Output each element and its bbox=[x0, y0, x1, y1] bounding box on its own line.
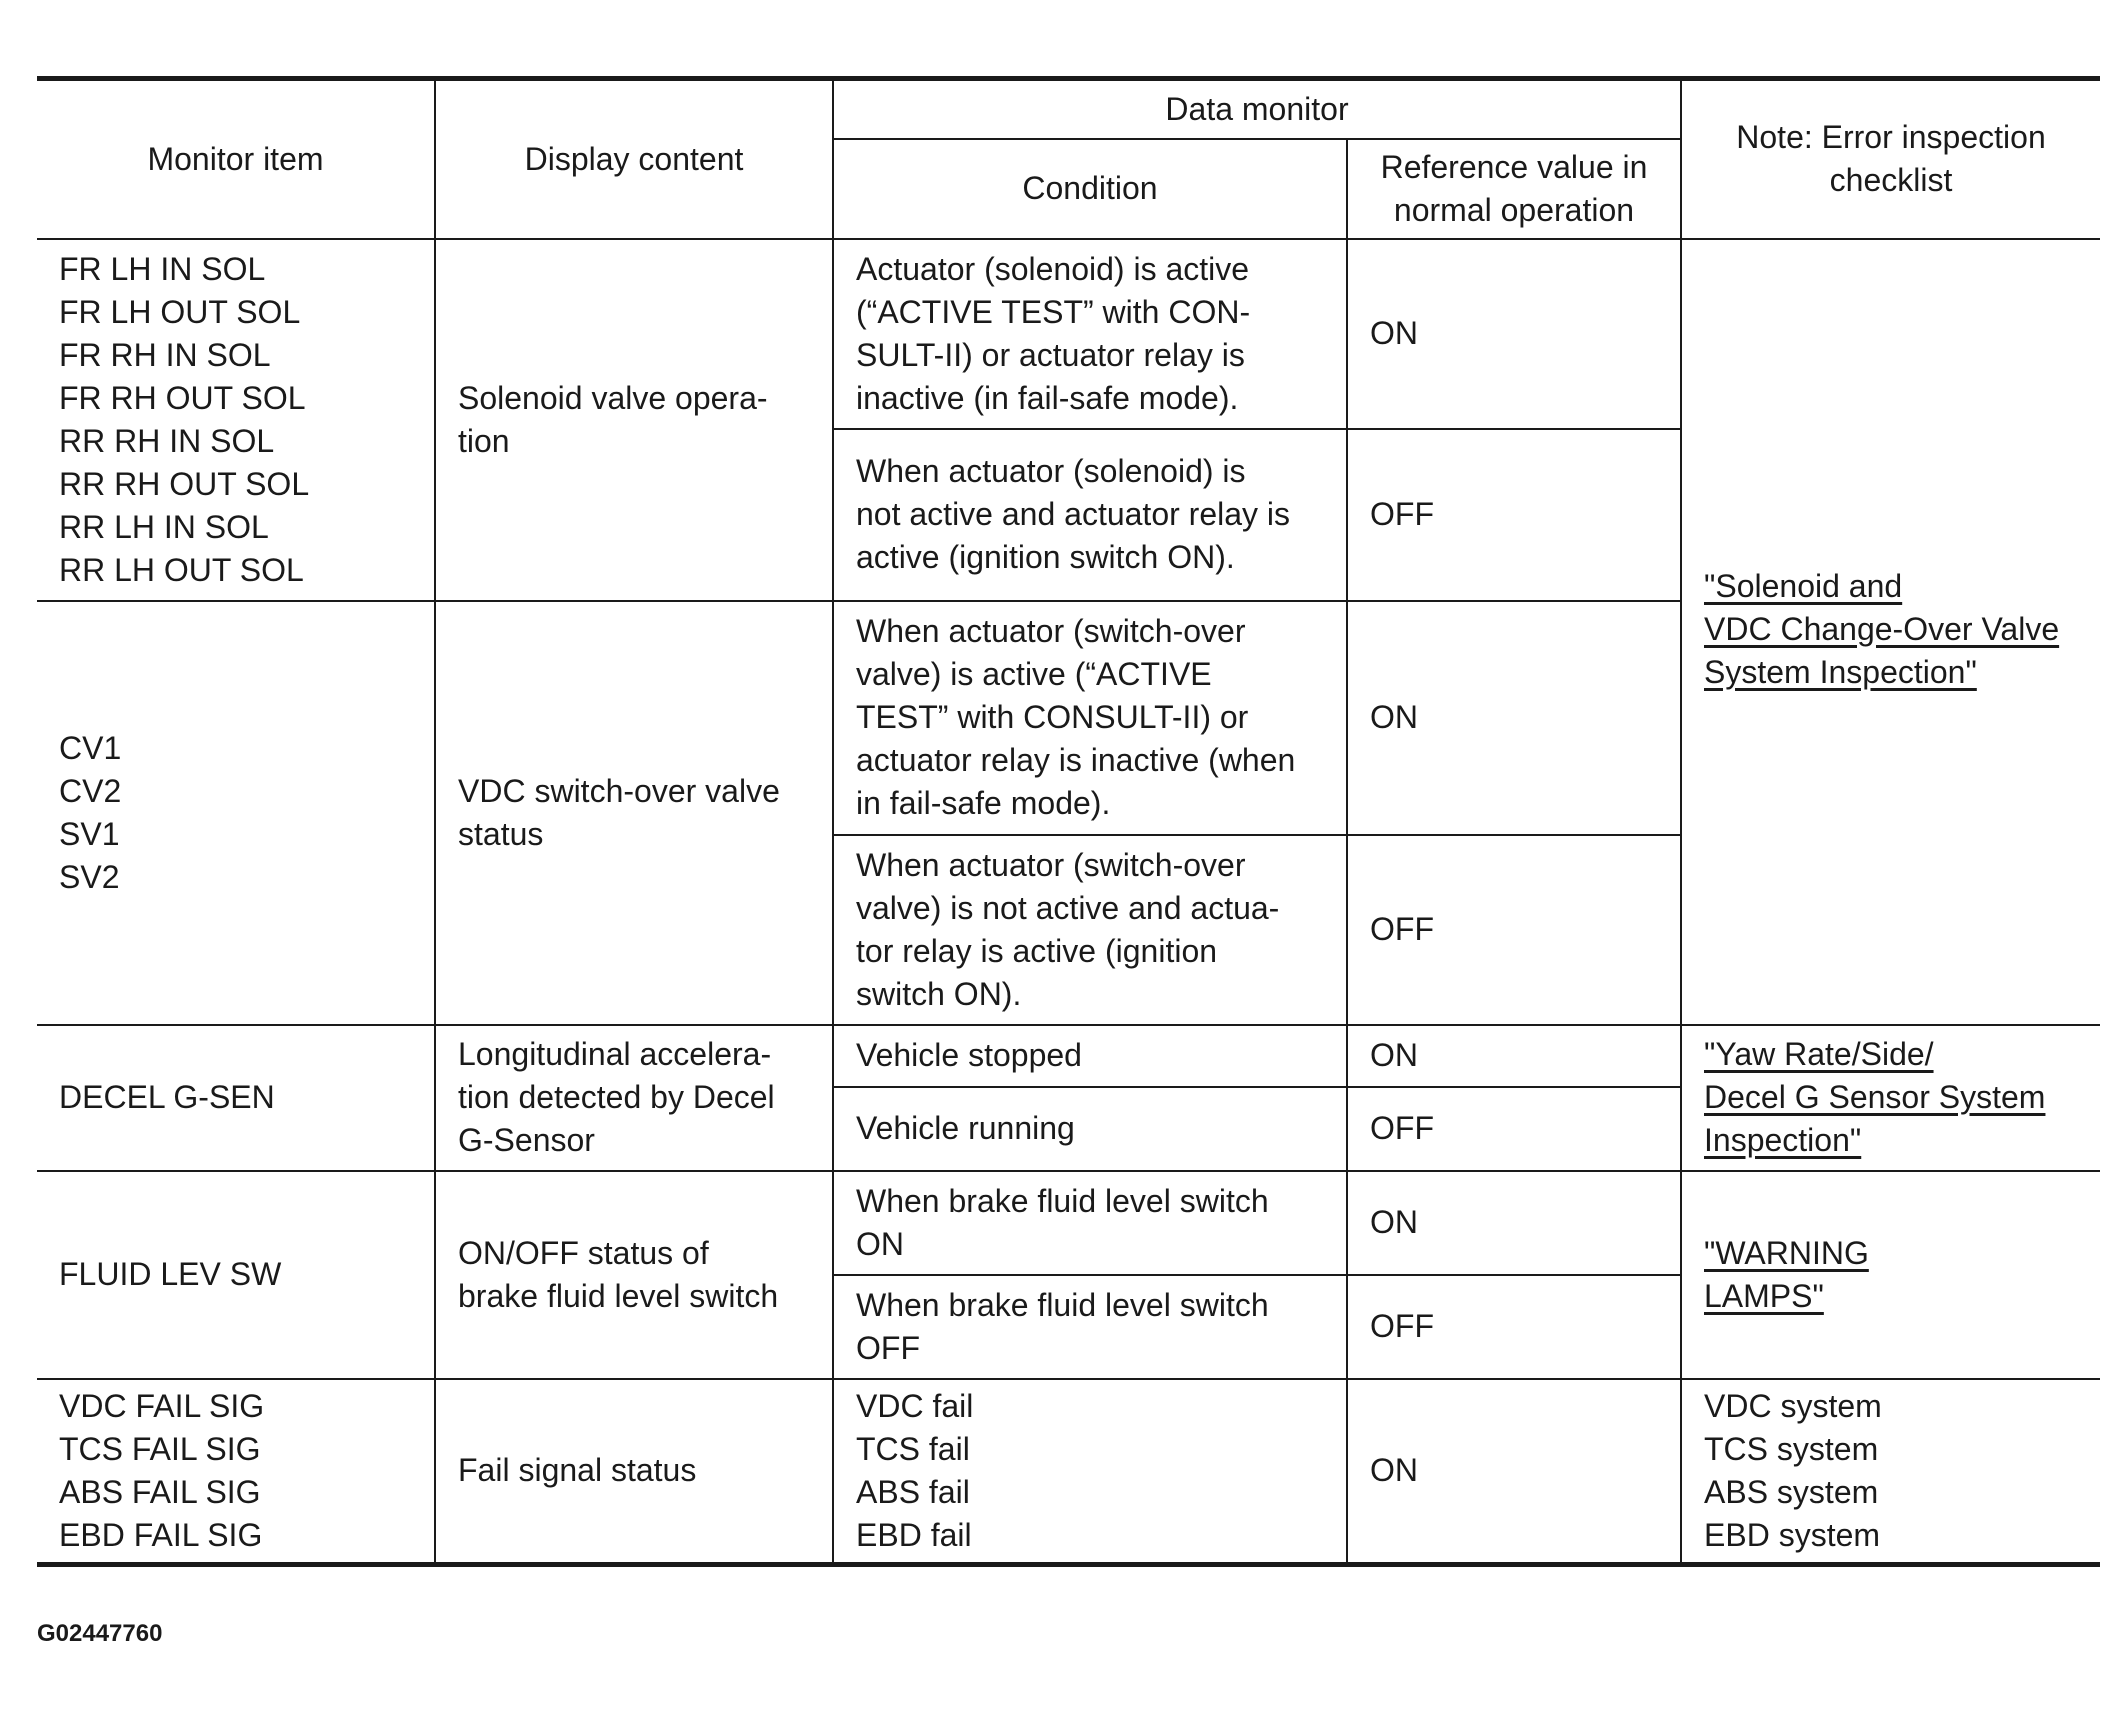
monitor-item-cell: DECEL G-SEN bbox=[37, 1025, 435, 1171]
reference-value-cell: ON bbox=[1347, 601, 1681, 835]
header-condition: Condition bbox=[833, 139, 1347, 239]
condition-cell: When brake fluid level switch ON bbox=[833, 1171, 1347, 1275]
note-cell bbox=[1681, 239, 2100, 1025]
condition-cell: When brake fluid level switch OFF bbox=[833, 1275, 1347, 1379]
reference-value-cell: ON bbox=[1347, 1171, 1681, 1275]
monitor-item-cell: CV1 CV2 SV1 SV2 bbox=[37, 601, 435, 1025]
header-monitor-item: Monitor item bbox=[37, 79, 435, 239]
table-row bbox=[37, 1025, 2100, 1087]
condition-cell: Vehicle stopped bbox=[833, 1025, 1347, 1087]
reference-value-cell: ON bbox=[1347, 1025, 1681, 1087]
table-row bbox=[37, 239, 2100, 429]
condition-cell: When actuator (switch-over valve) is active (“ACTIVE TEST” with CONSULT-II) or actuator relay is inactive (when in fail-safe mode). bbox=[833, 601, 1347, 835]
warning-lamps-link[interactable]: "WARNING LAMPS" bbox=[1704, 1234, 1869, 1314]
display-content-cell: ON/OFF status of brake fluid level switch bbox=[435, 1171, 833, 1379]
note-cell bbox=[1681, 1171, 2100, 1379]
monitor-item-cell: FLUID LEV SW bbox=[37, 1171, 435, 1379]
reference-value-cell: ON bbox=[1347, 1379, 1681, 1565]
note-cell bbox=[1681, 1025, 2100, 1171]
solenoid-inspection-link[interactable]: "Solenoid and VDC Change-Over Valve System Inspection" bbox=[1704, 567, 2060, 690]
reference-value-cell: OFF bbox=[1347, 429, 1681, 601]
condition-cell: Actuator (solenoid) is active (“ACTIVE TEST” with CON- SULT-II) or actuator relay is inactive (in fail-safe mode). bbox=[833, 239, 1347, 429]
yaw-rate-inspection-link[interactable]: "Yaw Rate/Side/ Decel G Sensor System Inspection" bbox=[1704, 1036, 2046, 1158]
display-content-cell: Fail signal status bbox=[435, 1379, 833, 1565]
condition-cell: When actuator (switch-over valve) is not active and actua- tor relay is active (ignition switch ON). bbox=[833, 835, 1347, 1025]
monitor-item-cell: VDC FAIL SIG TCS FAIL SIG ABS FAIL SIG EBD FAIL SIG bbox=[37, 1379, 435, 1565]
table-row bbox=[37, 1171, 2100, 1275]
header-row-top bbox=[37, 79, 2100, 139]
condition-cell: When actuator (solenoid) is not active and actuator relay is active (ignition switch ON). bbox=[833, 429, 1347, 601]
reference-value-cell: OFF bbox=[1347, 1275, 1681, 1379]
header-display-content: Display content bbox=[435, 79, 833, 239]
condition-cell: Vehicle running bbox=[833, 1087, 1347, 1171]
figure-id: G02447760 bbox=[37, 1620, 163, 1647]
display-content-cell: Longitudinal accelera- tion detected by Decel G-Sensor bbox=[435, 1025, 833, 1171]
data-monitor-table bbox=[37, 76, 2100, 1567]
note-cell: VDC system TCS system ABS system EBD system bbox=[1681, 1379, 2100, 1565]
reference-value-cell: ON bbox=[1347, 239, 1681, 429]
display-content-cell: Solenoid valve opera- tion bbox=[435, 239, 833, 601]
display-content-cell: VDC switch-over valve status bbox=[435, 601, 833, 1025]
reference-value-cell: OFF bbox=[1347, 1087, 1681, 1171]
reference-value-cell: OFF bbox=[1347, 835, 1681, 1025]
condition-cell: VDC fail TCS fail ABS fail EBD fail bbox=[833, 1379, 1347, 1565]
monitor-item-cell: FR LH IN SOL FR LH OUT SOL FR RH IN SOL FR RH OUT SOL RR RH IN SOL RR RH OUT SOL RR LH IN SOL RR LH OUT SOL bbox=[37, 239, 435, 601]
header-reference-value: Reference value in normal operation bbox=[1347, 139, 1681, 239]
header-note: Note: Error inspection checklist bbox=[1681, 79, 2100, 239]
table-row bbox=[37, 1379, 2100, 1565]
header-data-monitor: Data monitor bbox=[833, 79, 1681, 139]
